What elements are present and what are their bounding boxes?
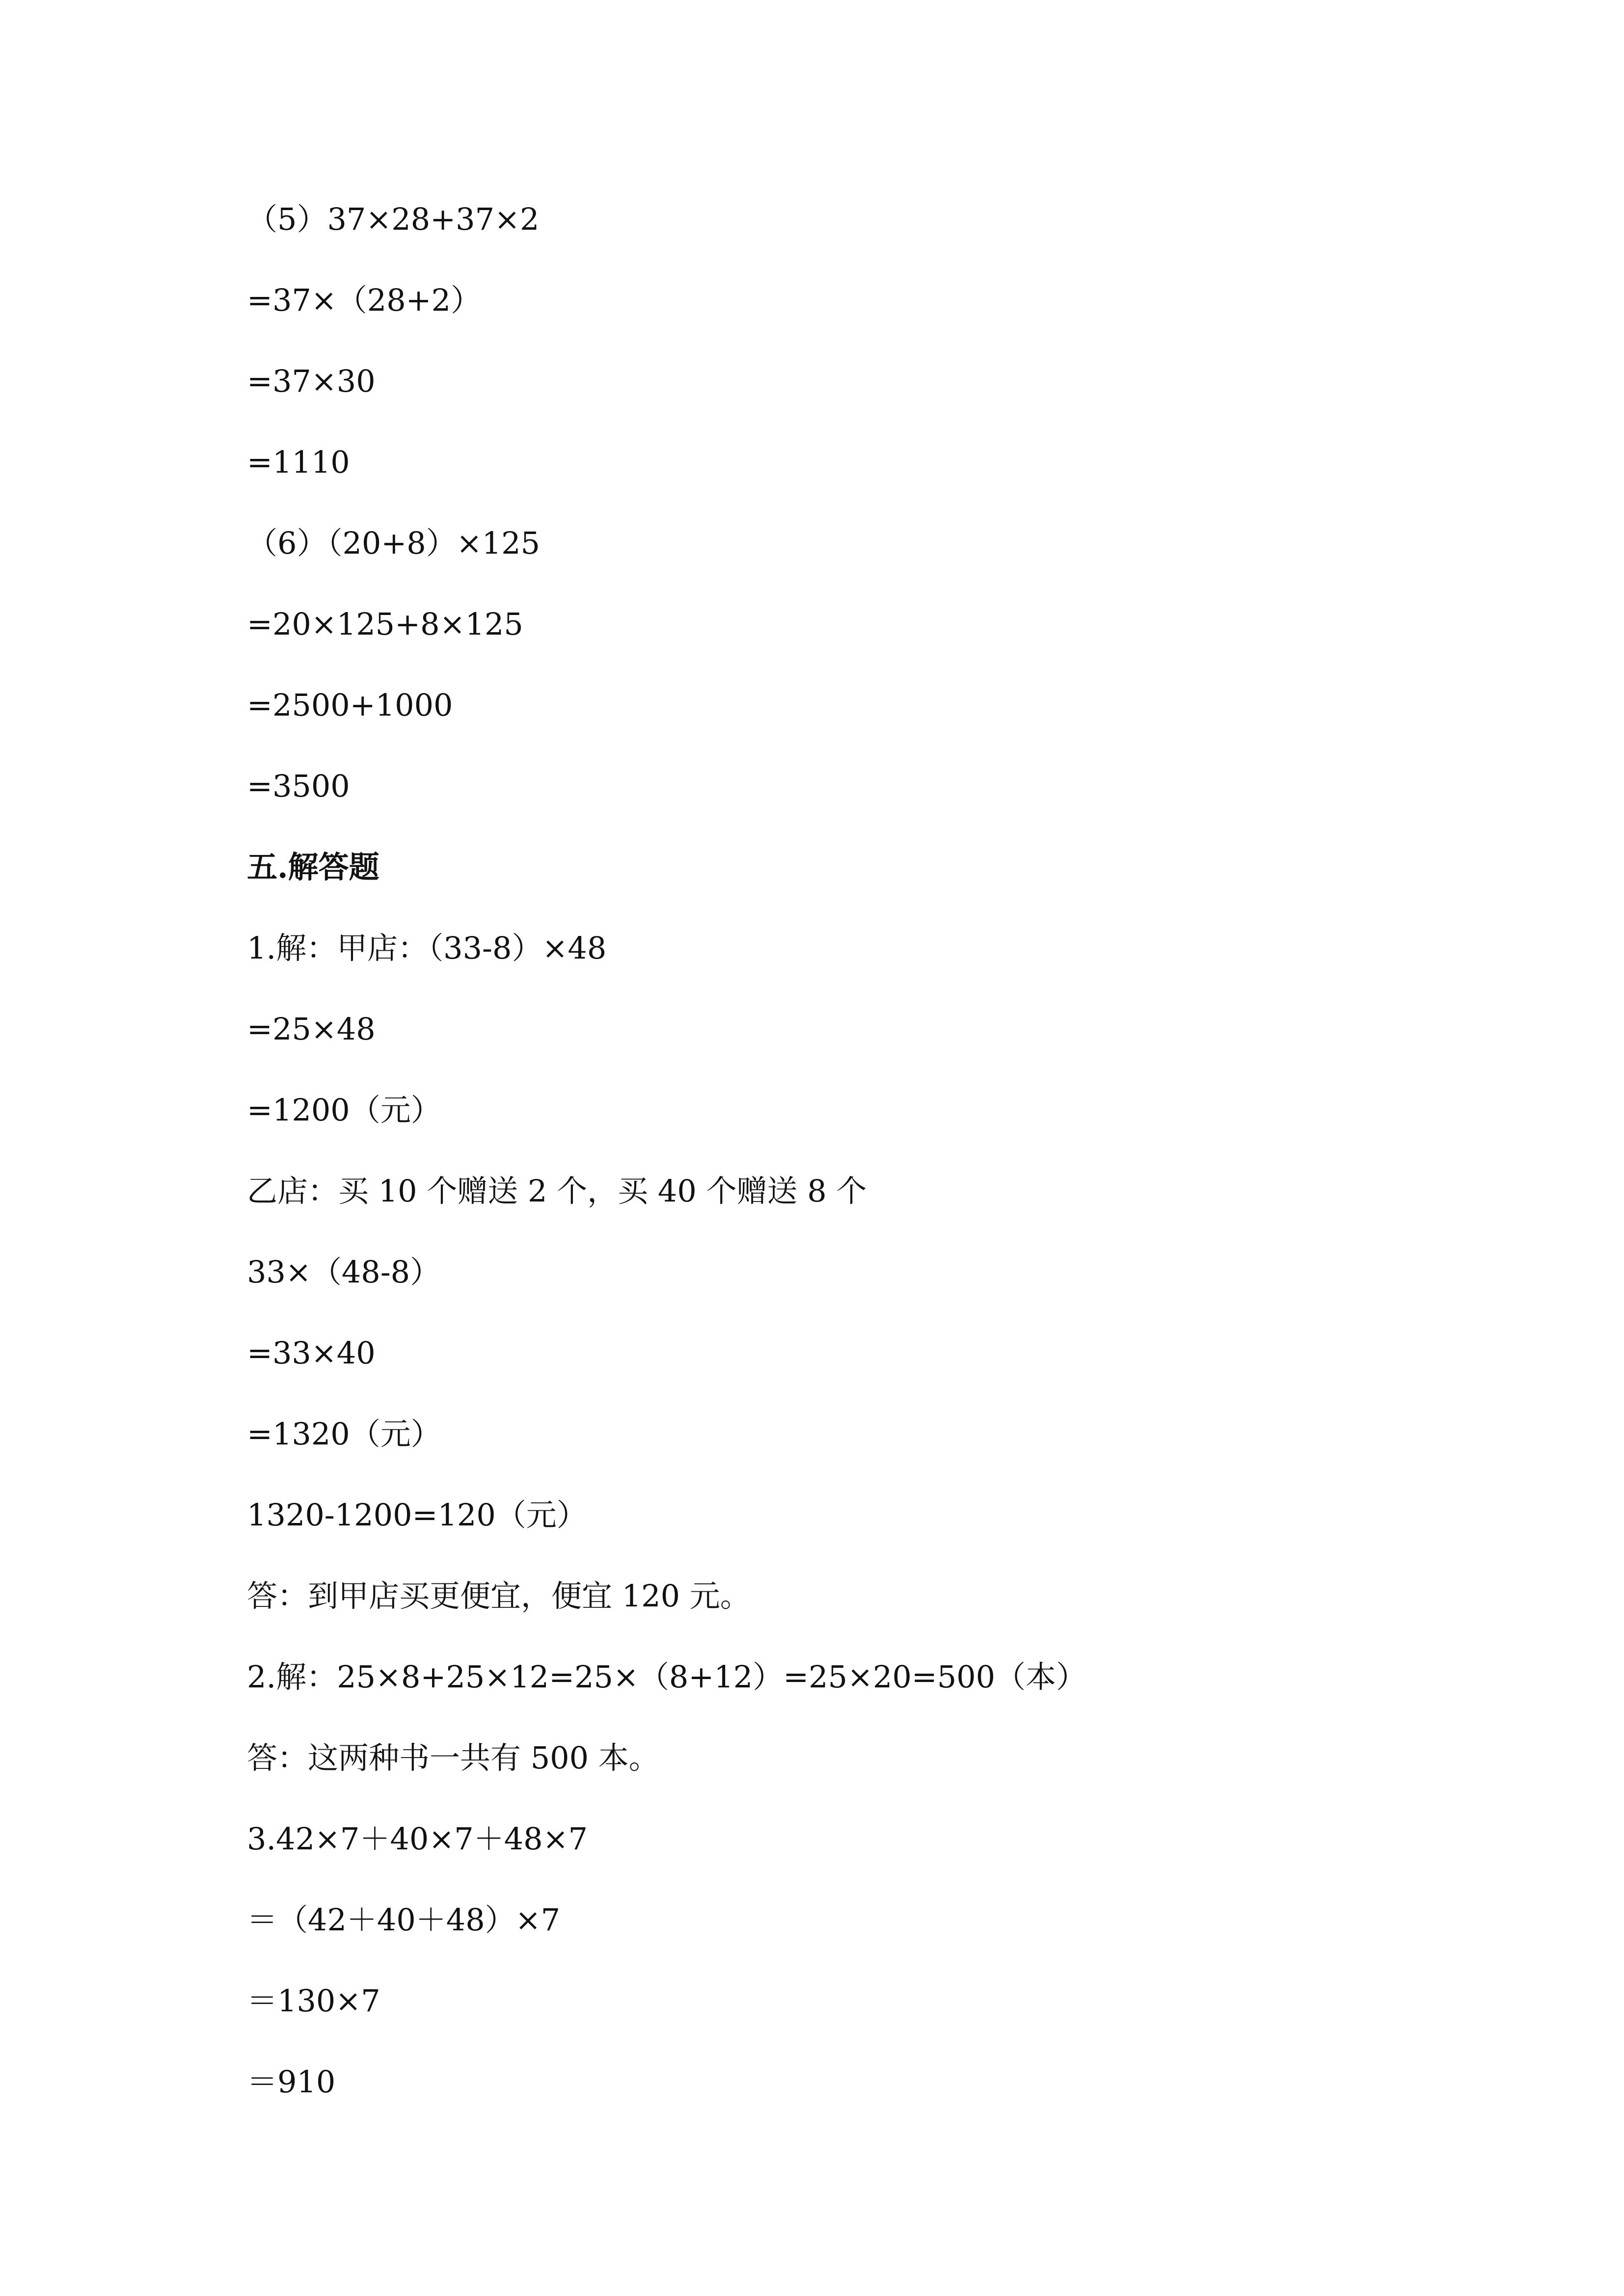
text-line: =37×（28+2） [247, 282, 482, 318]
text-line: （6）（20+8）×125 [247, 525, 541, 561]
text-line: =1200（元） [247, 1092, 441, 1128]
text-line: 乙店：买 10 个赠送 2 个，买 40 个赠送 8 个 [247, 1173, 867, 1209]
text-line: （5）37×28+37×2 [247, 201, 540, 237]
text-line: 3.42×7＋40×7＋48×7 [247, 1821, 588, 1857]
text-line: 2.解：25×8+25×12=25×（8+12）=25×20=500（本） [247, 1659, 1087, 1695]
text-line: =20×125+8×125 [247, 606, 523, 642]
text-line: =3500 [247, 768, 350, 804]
text-line: =2500+1000 [247, 687, 453, 723]
text-line: ＝910 [247, 2064, 336, 2100]
text-line: ＝130×7 [247, 1983, 380, 2019]
text-line: 33×（48-8） [247, 1254, 441, 1290]
text-line: =25×48 [247, 1011, 376, 1047]
text-line: =1110 [247, 444, 350, 480]
answer-line: 答：这两种书一共有 500 本。 [247, 1740, 659, 1776]
text-line: =37×30 [247, 363, 376, 399]
text-line: 1.解：甲店：（33-8）×48 [247, 930, 607, 966]
answer-line: 答：到甲店买更便宜，便宜 120 元。 [247, 1578, 751, 1614]
text-line: =33×40 [247, 1335, 376, 1371]
text-line: 1320-1200=120（元） [247, 1497, 587, 1533]
text-line: =1320（元） [247, 1416, 441, 1452]
text-line: ＝（42＋40＋48）×7 [247, 1902, 561, 1938]
section-heading: 五.解答题 [247, 849, 379, 885]
